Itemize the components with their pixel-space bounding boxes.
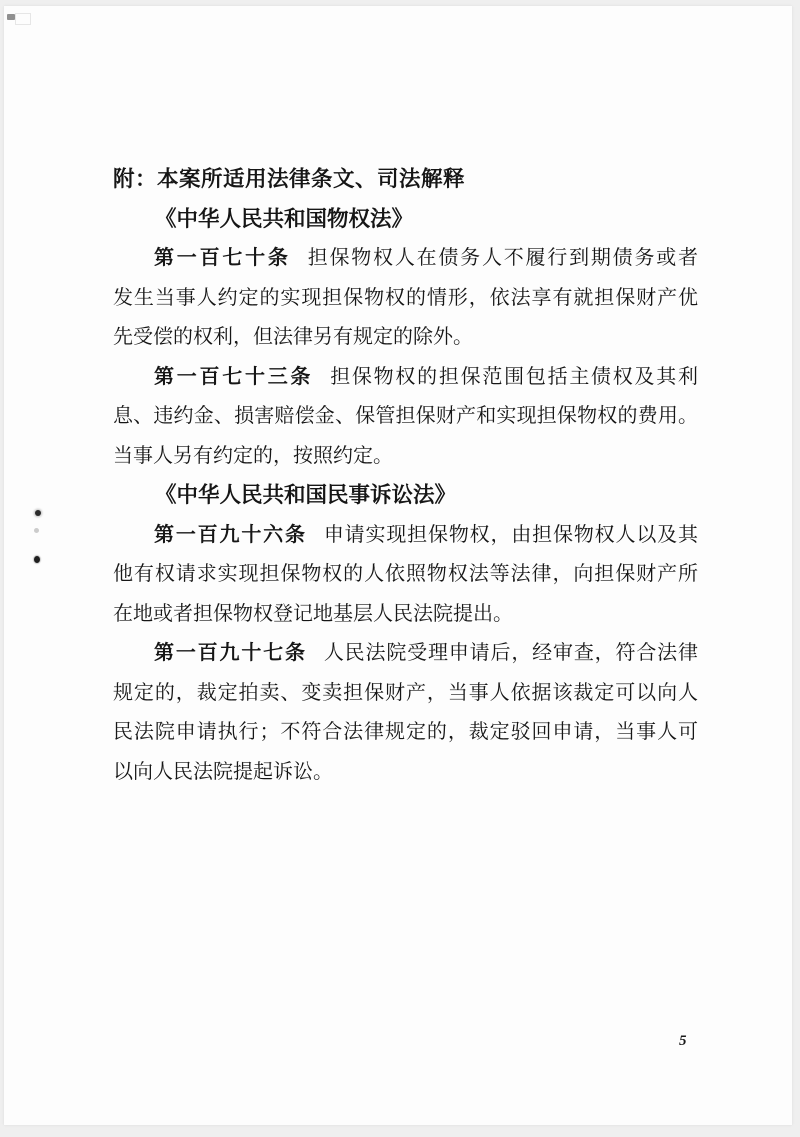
law-title-property-law: 《中华人民共和国物权法》 bbox=[155, 206, 414, 231]
article-197-line-2: 规定的，裁定拍卖、变卖担保财产，当事人依据该裁定可以向人 bbox=[113, 681, 698, 704]
article-173-line-2: 息、违约金、损害赔偿金、保管担保财产和实现担保物权的费用。 bbox=[113, 405, 698, 427]
article-170-number: 第一百七十条 bbox=[154, 247, 291, 269]
scan-smudge-ghost bbox=[15, 13, 31, 25]
page-number: 5 bbox=[679, 1033, 687, 1049]
article-197-line-4: 以向人民法院提起诉讼。 bbox=[113, 760, 333, 783]
article-173-line-3: 当事人另有约定的，按照约定。 bbox=[113, 444, 393, 467]
article-196-line-3: 在地或者担保物权登记地基层人民法院提出。 bbox=[113, 602, 513, 625]
article-197-number: 第一百九十七条 bbox=[154, 642, 307, 664]
margin-punch-dot-bottom bbox=[34, 556, 40, 563]
article-196-line-2: 他有权请求实现担保物权的人依照物权法等法律，向担保财产所 bbox=[113, 563, 698, 585]
article-170-text: 担保物权人在债务人不履行到期债务或者 bbox=[307, 247, 699, 269]
margin-punch-dot-middle bbox=[34, 528, 39, 533]
article-173-line-1 bbox=[113, 358, 698, 398]
article-170-line-1 bbox=[113, 239, 698, 279]
article-170-line-3: 先受偿的权利，但法律另有规定的除外。 bbox=[113, 326, 473, 348]
article-196-line-1 bbox=[113, 516, 698, 556]
article-173-text: 担保物权的担保范围包括主债权及其利 bbox=[330, 365, 699, 388]
article-197-line-3: 民法院申请执行；不符合法律规定的，裁定驳回申请，当事人可 bbox=[113, 721, 698, 743]
article-197-text: 人民法院受理申请后，经审查，符合法律 bbox=[323, 642, 699, 664]
article-196-text: 申请实现担保物权，由担保物权人以及其 bbox=[323, 523, 699, 546]
article-196-number: 第一百九十六条 bbox=[154, 523, 307, 546]
margin-punch-dot-top bbox=[35, 510, 41, 516]
attachment-heading: 附：本案所适用法律条文、司法解释 bbox=[113, 167, 466, 191]
article-170-line-2: 发生当事人约定的实现担保物权的情形，依法享有就担保财产优 bbox=[113, 286, 698, 309]
article-197-line-1 bbox=[113, 634, 698, 674]
legal-text-block bbox=[113, 160, 698, 792]
article-173-number: 第一百七十三条 bbox=[154, 365, 314, 388]
law-title-civil-procedure-law: 《中华人民共和国民事诉讼法》 bbox=[155, 483, 457, 507]
scan-smudge-mark bbox=[7, 14, 15, 20]
